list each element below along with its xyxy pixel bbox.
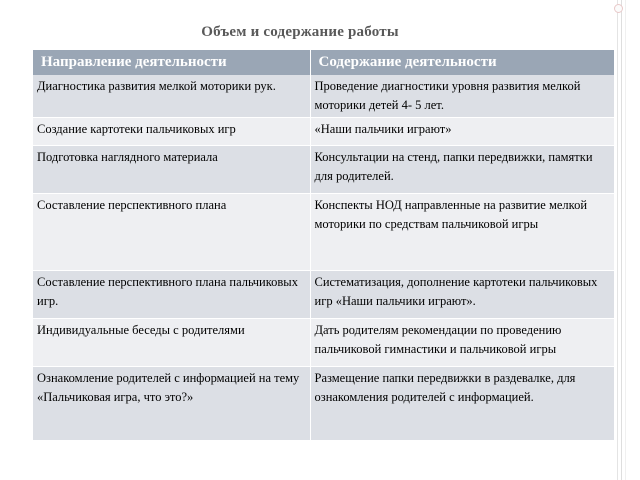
cell-content: Размещение папки передвижки в раздевалке, для ознакомления родителей с информацией. xyxy=(310,366,614,440)
cell-content: Дать родителям рекомендации по проведению пальчиковой гимнастики и пальчиковой игры xyxy=(310,318,614,366)
table-header-row xyxy=(33,50,614,75)
decorative-line xyxy=(617,0,618,480)
table-row xyxy=(33,75,614,117)
cell-direction: Составление перспективного плана xyxy=(33,193,310,270)
table-row xyxy=(33,270,614,318)
cell-direction: Создание картотеки пальчиковых игр xyxy=(33,117,310,145)
cell-content: Проведение диагностики уровня развития мелкой моторики детей 4- 5 лет. xyxy=(310,75,614,117)
cell-direction: Ознакомление родителей с информацией на тему «Пальчиковая игра, что это?» xyxy=(33,366,310,440)
decorative-line xyxy=(621,0,622,480)
table-row xyxy=(33,117,614,145)
work-table xyxy=(33,50,614,440)
cell-direction: Индивидуальные беседы с родителями xyxy=(33,318,310,366)
header-content: Содержание деятельности xyxy=(310,50,614,75)
table-row xyxy=(33,318,614,366)
cell-content: Систематизация, дополнение картотеки пальчиковых игр «Наши пальчики играют». xyxy=(310,270,614,318)
header-direction: Направление деятельности xyxy=(33,50,310,75)
table-row xyxy=(33,366,614,440)
cell-direction: Диагностика развития мелкой моторики рук. xyxy=(33,75,310,117)
cell-direction: Составление перспективного плана пальчиковых игр. xyxy=(33,270,310,318)
decorative-line xyxy=(625,0,626,480)
decorative-dot xyxy=(614,4,623,13)
cell-direction: Подготовка наглядного материала xyxy=(33,145,310,193)
cell-content: Конспекты НОД направленные на развитие мелкой моторики по средствам пальчиковой игры xyxy=(310,193,614,270)
cell-content: Консультации на стенд, папки передвижки, памятки для родителей. xyxy=(310,145,614,193)
table-row xyxy=(33,193,614,270)
table-row xyxy=(33,145,614,193)
page-title: Объем и содержание работы xyxy=(201,24,399,40)
cell-content: «Наши пальчики играют» xyxy=(310,117,614,145)
